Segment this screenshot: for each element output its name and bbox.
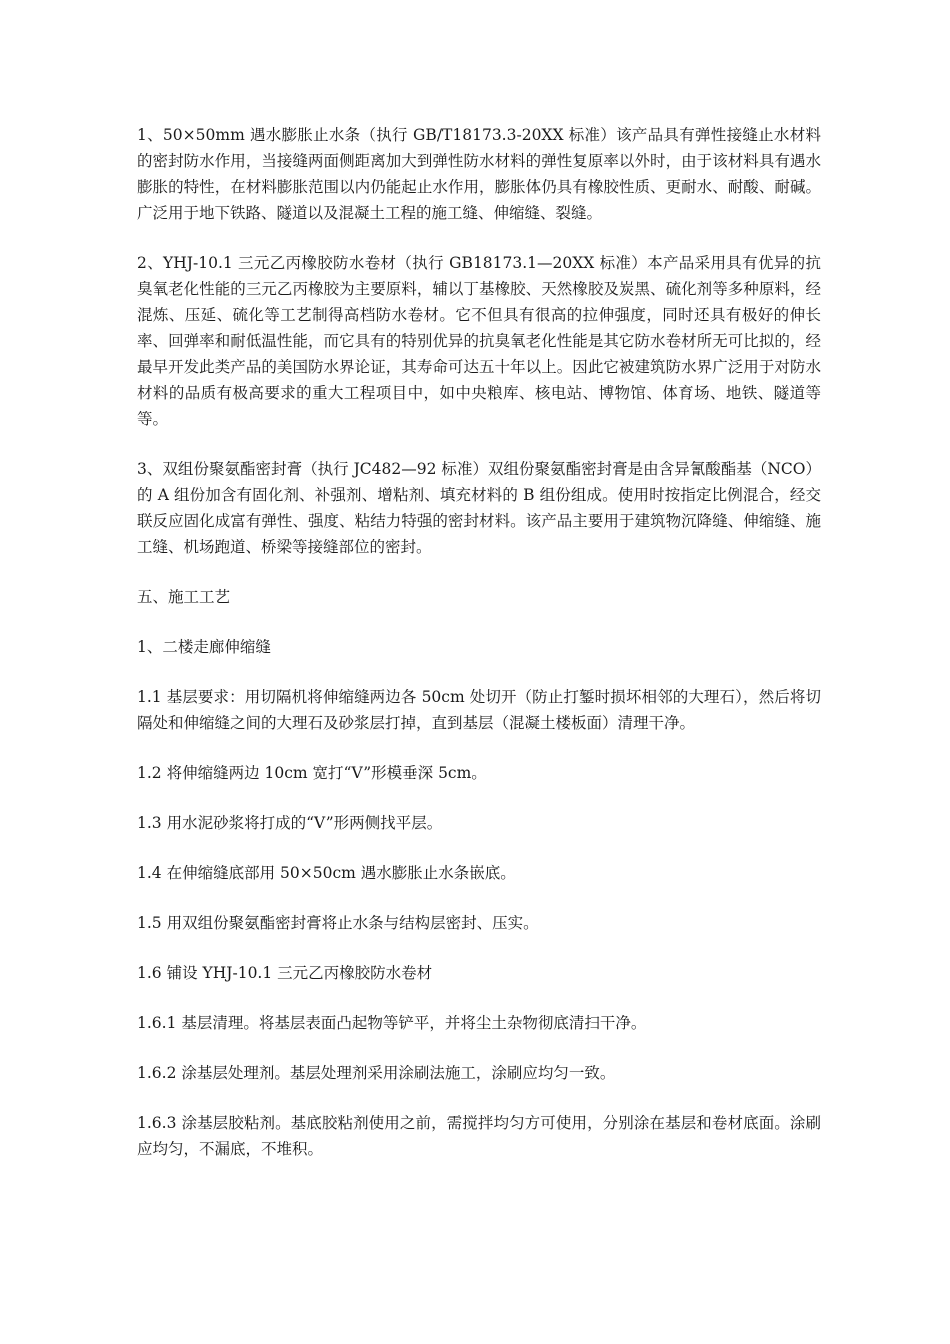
step-1-4: 1.4 在伸缩缝底部用 50×50cm 遇水膨胀止水条嵌底。 <box>137 864 516 882</box>
subsection-heading-corridor-joint: 1、二楼走廊伸缩缝 <box>137 638 271 656</box>
step-1-6-1: 1.6.1 基层清理。将基层表面凸起物等铲平，并将尘土杂物彻底清扫干净。 <box>137 1014 647 1032</box>
document-body <box>137 122 821 1186</box>
section-heading-construction-process: 五、施工工艺 <box>137 588 231 606</box>
step-1-6-3: 1.6.3 涂基层胶粘剂。基底胶粘剂使用之前，需搅拌均匀方可使用，分别涂在基层和卷材底面。涂刷应均匀，不漏底，不堆积。 <box>137 1114 821 1158</box>
step-1-1: 1.1 基层要求：用切隔机将伸缩缝两边各 50cm 处切开（防止打錾时损坏相邻的大理石），然后将切隔处和伸缩缝之间的大理石及砂浆层打掉，直到基层（混凝土楼板面）清理干净。 <box>137 688 821 732</box>
step-1-6: 1.6 铺设 YHJ-10.1 三元乙丙橡胶防水卷材 <box>137 964 433 982</box>
paragraph-polyurethane-sealant: 3、双组份聚氨酯密封膏（执行 JC482—92 标准）双组份聚氨酯密封膏是由含异氰酸酯基（NCO）的 A 组份加含有固化剂、补强剂、增粘剂、填充材料的 B 组份组成。使用时按指定比例混合，经交联反应固化成富有弹性、强度、粘结力特强的密封材料。该产品主要用于建筑物沉降缝、伸缩缝、施工缝、机场跑道、桥梁等接缝部位的密封。 <box>137 460 821 556</box>
paragraph-epdm-membrane: 2、YHJ-10.1 三元乙丙橡胶防水卷材（执行 GB18173.1—20XX 标准）本产品采用具有优异的抗臭氧老化性能的三元乙丙橡胶为主要原料，辅以丁基橡胶、天然橡胶及炭黑、硫化剂等多种原料，经混炼、压延、硫化等工艺制得高档防水卷材。它不但具有很高的拉伸强度，同时还具有极好的伸长率、回弹率和耐低温性能，而它具有的特别优异的抗臭氧老化性能是其它防水卷材所无可比拟的，经最早开发此类产品的美国防水界论证，其寿命可达五十年以上。因此它被建筑防水界广泛用于对防水材料的品质有极高要求的重大工程项目中，如中央粮库、核电站、博物馆、体育场、地铁、隧道等等。 <box>137 254 821 428</box>
step-1-5: 1.5 用双组份聚氨酯密封膏将止水条与结构层密封、压实。 <box>137 914 539 932</box>
step-1-6-2: 1.6.2 涂基层处理剂。基层处理剂采用涂刷法施工，涂刷应均匀一致。 <box>137 1064 616 1082</box>
step-1-2: 1.2 将伸缩缝两边 10cm 宽打“V”形模垂深 5cm。 <box>137 764 487 782</box>
step-1-3: 1.3 用水泥砂浆将打成的“V”形两侧找平层。 <box>137 814 443 832</box>
paragraph-waterstop-strip: 1、50×50mm 遇水膨胀止水条（执行 GB/T18173.3-20XX 标准）该产品具有弹性接缝止水材料的密封防水作用，当接缝两面侧距离加大到弹性防水材料的弹性复原率以外时，由于该材料具有遇水膨胀的特性，在材料膨胀范围以内仍能起止水作用，膨胀体仍具有橡胶性质、更耐水、耐酸、耐碱。广泛用于地下铁路、隧道以及混凝土工程的施工缝、伸缩缝、裂缝。 <box>137 126 821 222</box>
